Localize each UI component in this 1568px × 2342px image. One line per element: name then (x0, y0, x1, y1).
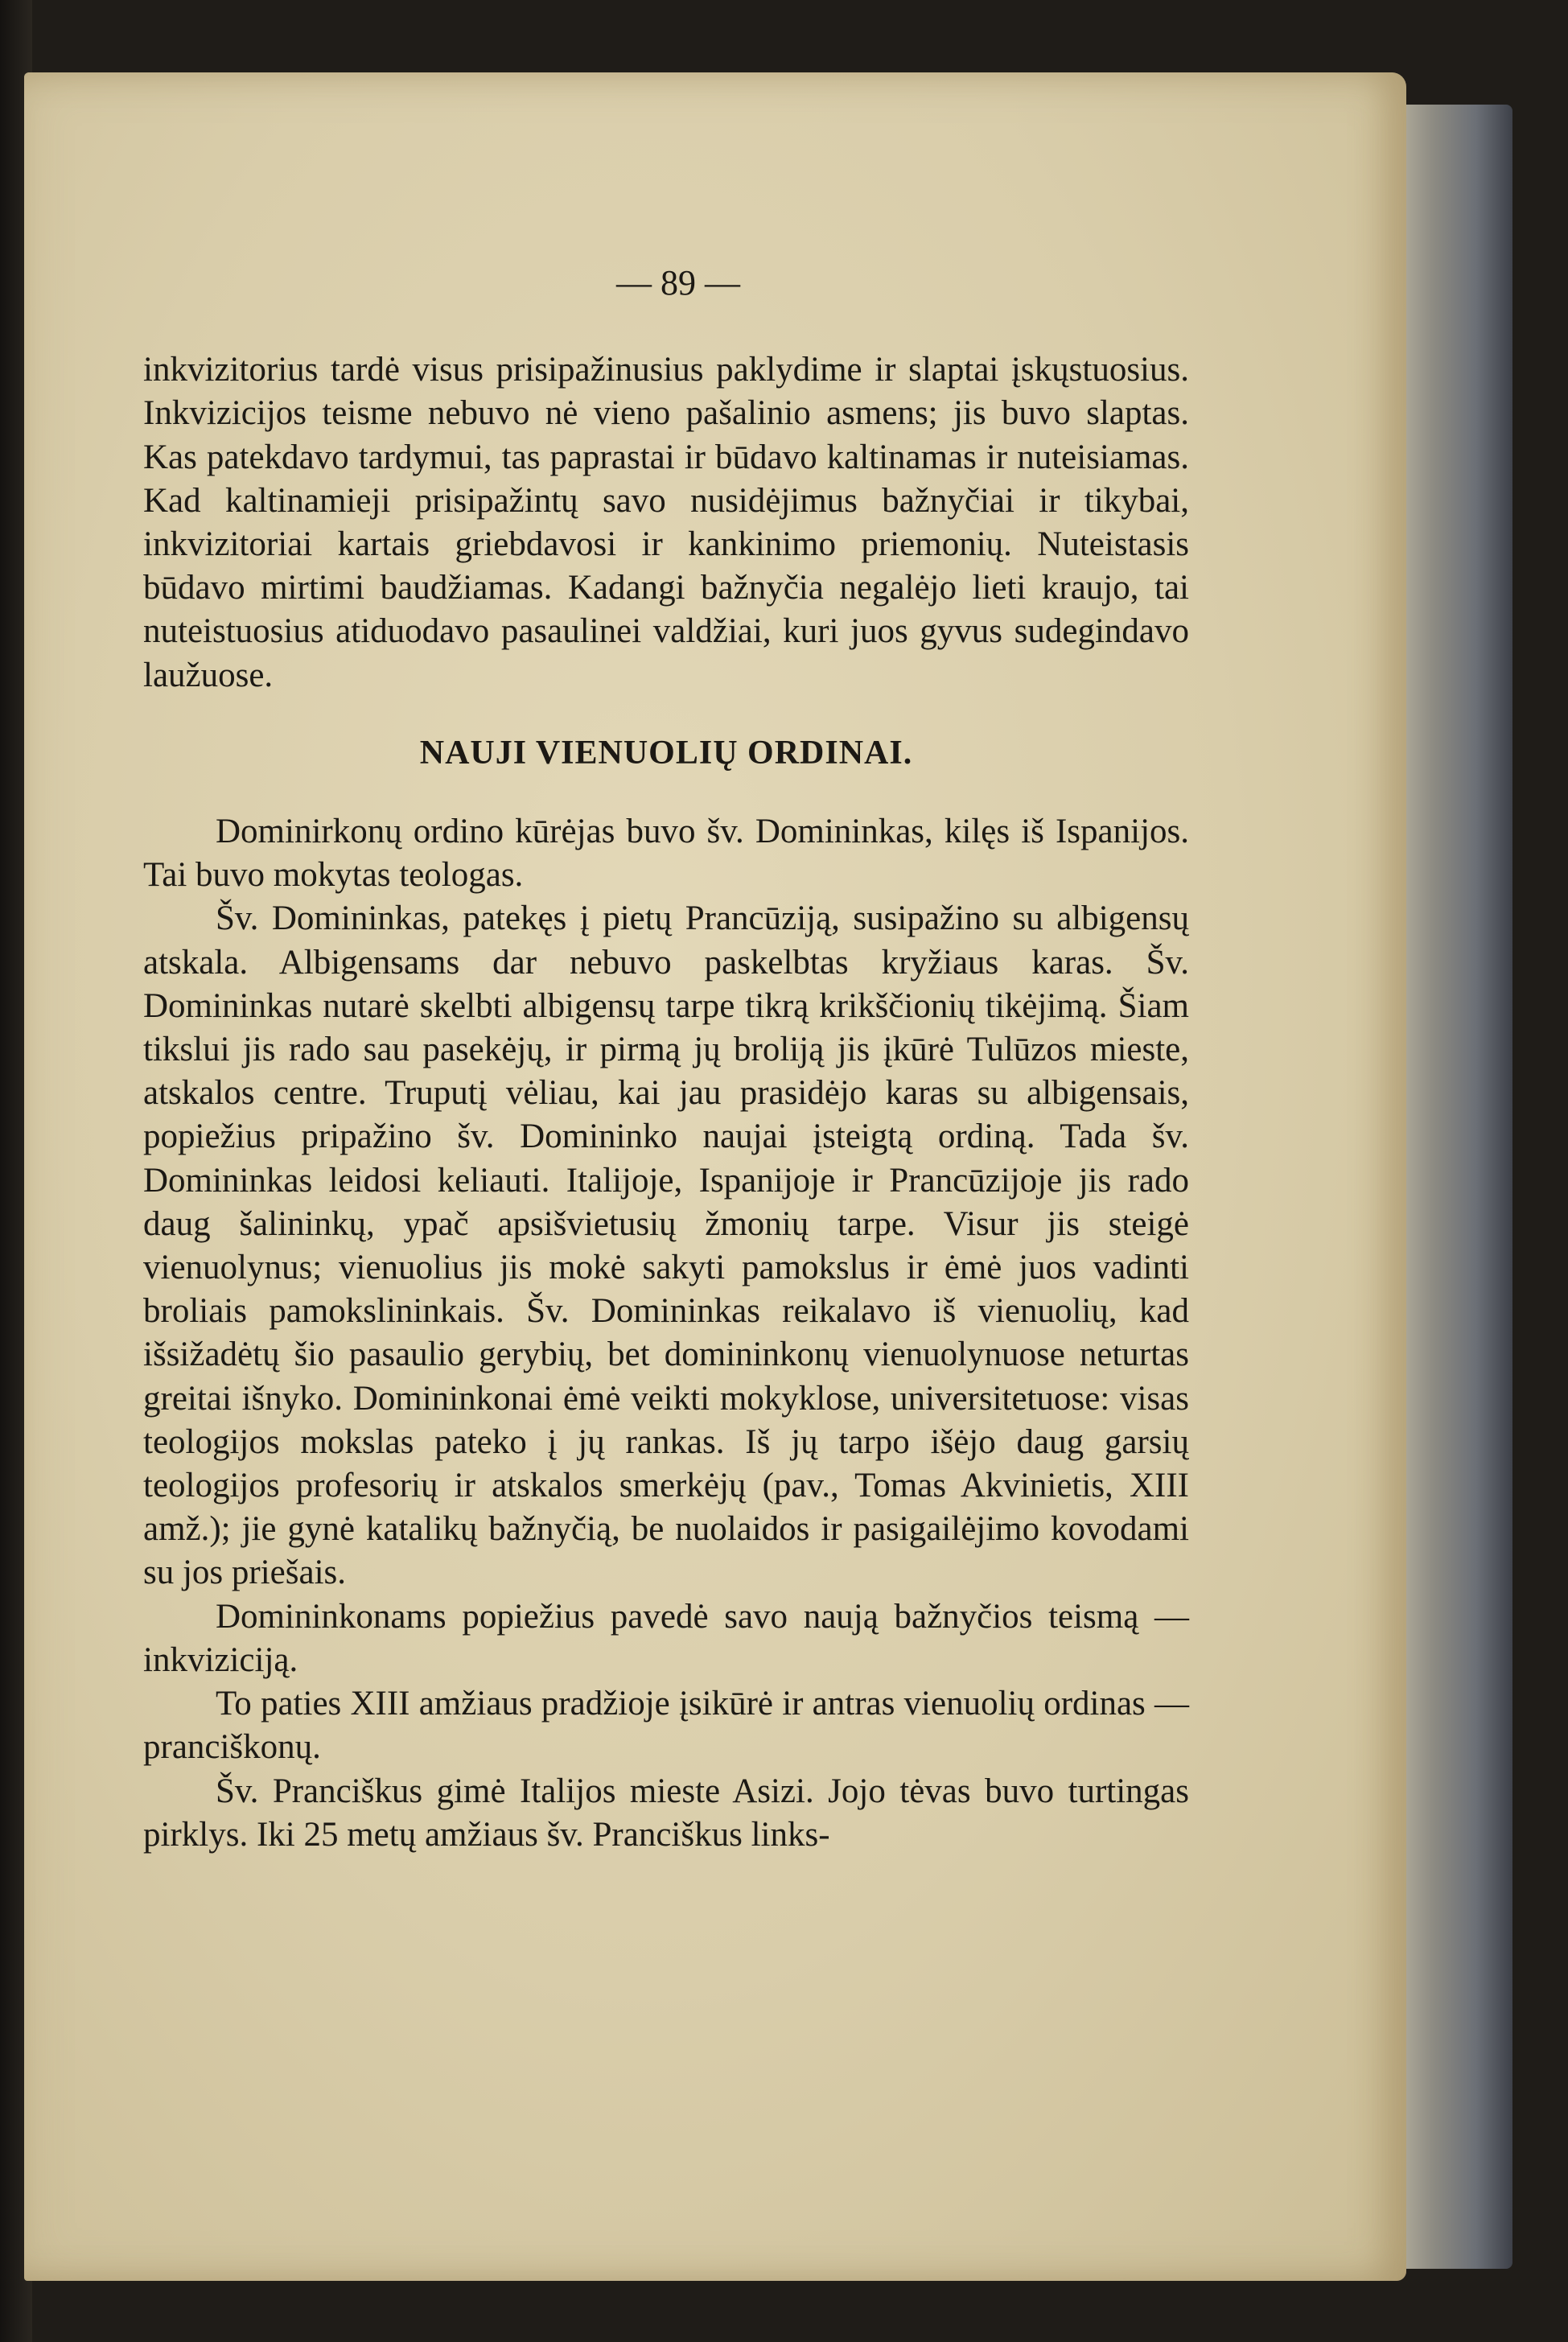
paragraph-dominic-origin: Dominirkonų ordino kūrėjas buvo šv. Domininkas, kilęs iš Ispanijos. Tai buvo mokytas teologas. (143, 813, 1189, 895)
paragraph-francis: Šv. Pranciškus gimė Italijos mieste Asizi. Jojo tėvas buvo turtingas pirklys. Iki 25 metų amžiaus šv. Pranciškus links- (143, 1772, 1189, 1854)
paragraph-dominic-mission: Šv. Domininkas, patekęs į pietų Prancūziją, susipažino su albigensų atskala. Albigensams dar nebuvo paskelbtas kryžiaus karas. Šv. Domininkas nutarė skelbti albigensų tarpe tikrą krikščionių tikėjimą. Šiam tikslui jis rado sau pasekėjų, ir pirmą jų broliją jis įkūrė Tulūzos mieste, atskalos centre. Truputį vėliau, kai jau prasidėjo karas su albigensais, popiežius pripažino šv. Domininko naujai įsteigtą ordiną. Tada šv. Domininkas leidosi keliauti. Italijoje, Ispanijoje ir Prancūzijoje jis rado daug šalininkų, ypač apsišvietusių žmonių tarpe. Visur jis steigė vienuolynus; vienuolius jis mokė sakyti pamokslus ir ėmė juos vadinti broliais pamokslininkais. Šv. Domininkas reikalavo iš vienuolių, kad išsižadėtų šio pasaulio gerybių, bet domininkonų vienuolynuose neturtas greitai išnyko. Domininkonai ėmė veikti mokyklose, universitetuose: visas teologijos mokslas pateko į jų rankas. Iš jų tarpo išėjo daug garsių teologijos profesorių ir atskalos smerkėjų (pav., Tomas Akvinietis, XIII amž.); jie gynė katalikų bažnyčią, be nuolaidos ir pasigailėjimo kovodami su jos priešais. (143, 899, 1189, 1592)
paragraph-inquisition-assigned: Domininkonams popiežius pavedė savo naują bažnyčios teismą — inkviziciją. (143, 1597, 1189, 1679)
page-text-block (143, 261, 1189, 1857)
page-number: — 89 — (616, 263, 740, 303)
paragraph-inquisition: inkvizitorius tardė visus prisipažinusius paklydime ir slaptai įskųstuosius. Inkvizicijos teisme nebuvo nė vieno pašalinio asmens; jis buvo slaptas. Kas patekdavo tardymui, tas paprastai ir būdavo kaltinamas ir nuteisiamas. Kad kaltinamieji prisipažintų savo nusidėjimus bažnyčiai ir tikybai, inkvizitoriai kartais griebdavosi ir kankinimo priemonių. Nuteistasis būdavo mirtimi baudžiamas. Kadangi bažnyčia negalėjo lieti kraujo, tai nuteistuosius atiduodavo pasaulinei valdžiai, kuri juos gyvus sudegindavo laužuose. (143, 351, 1189, 694)
paragraph-franciscans: To paties XIII amžiaus pradžioje įsikūrė ir antras vienuolių ordinas — pranciškonų. (143, 1685, 1189, 1767)
section-heading: NAUJI VIENUOLIŲ ORDINAI. (419, 734, 913, 772)
page-edges (1392, 105, 1512, 2269)
book-page (24, 72, 1406, 2281)
